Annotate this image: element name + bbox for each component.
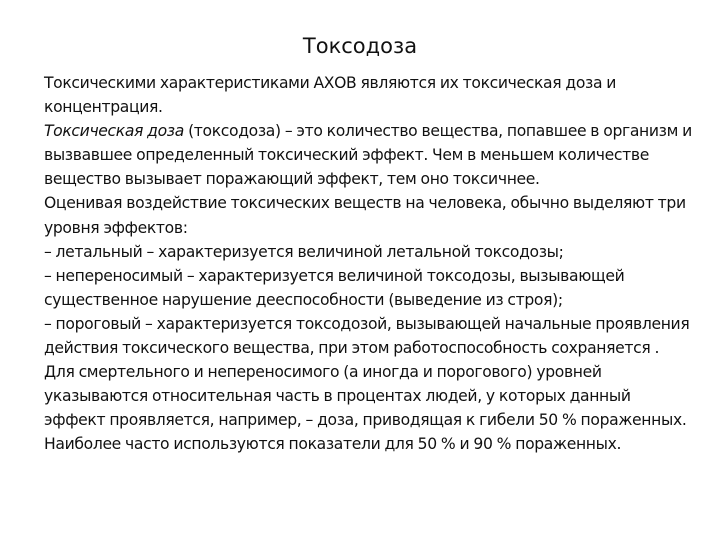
definition-text: (токсодоза) – это количество вещества, попавшее в организм и вызвавшее определенный токсический эффект. Чем в меньшем количестве вещество вызывает поражающий эффект, тем оно токсичнее. — [44, 122, 692, 189]
slide-body — [44, 71, 694, 457]
paragraph-effect-levels: Оценивая воздействие токсических веществ на человека, обычно выделяют три уровня эффектов: — [44, 194, 686, 237]
list-item-threshold: – пороговый – характеризуется токсодозой, вызывающей начальные проявления действия токсического вещества, при этом работоспособность сохраняется . — [44, 314, 690, 358]
list-item-intolerable: – непереносимый – характеризуется величиной токсодозы, вызывающей существенное нарушение дееспособности (выведение из строя); — [44, 266, 625, 309]
paragraph-definition — [44, 119, 694, 191]
list-item-lethal: – летальный – характеризуется величиной летальной токсодозы; — [44, 242, 564, 261]
paragraph-intro: Токсическими характеристиками АХОВ являются их токсическая доза и концентрация. — [44, 74, 617, 117]
definition-term: Токсическая доза — [44, 122, 184, 141]
slide-title: Токсодоза — [302, 34, 418, 58]
paragraph-percentages: Для смертельного и непереносимого (а иногда и порогового) уровней указываются относительная часть в процентах людей, у которых данный эффект проявляется, например, – доза, приводящая к гибели 50 % пораженных. Наиболее часто используются показатели для 50 % и 90 % пораженных. — [44, 363, 687, 454]
